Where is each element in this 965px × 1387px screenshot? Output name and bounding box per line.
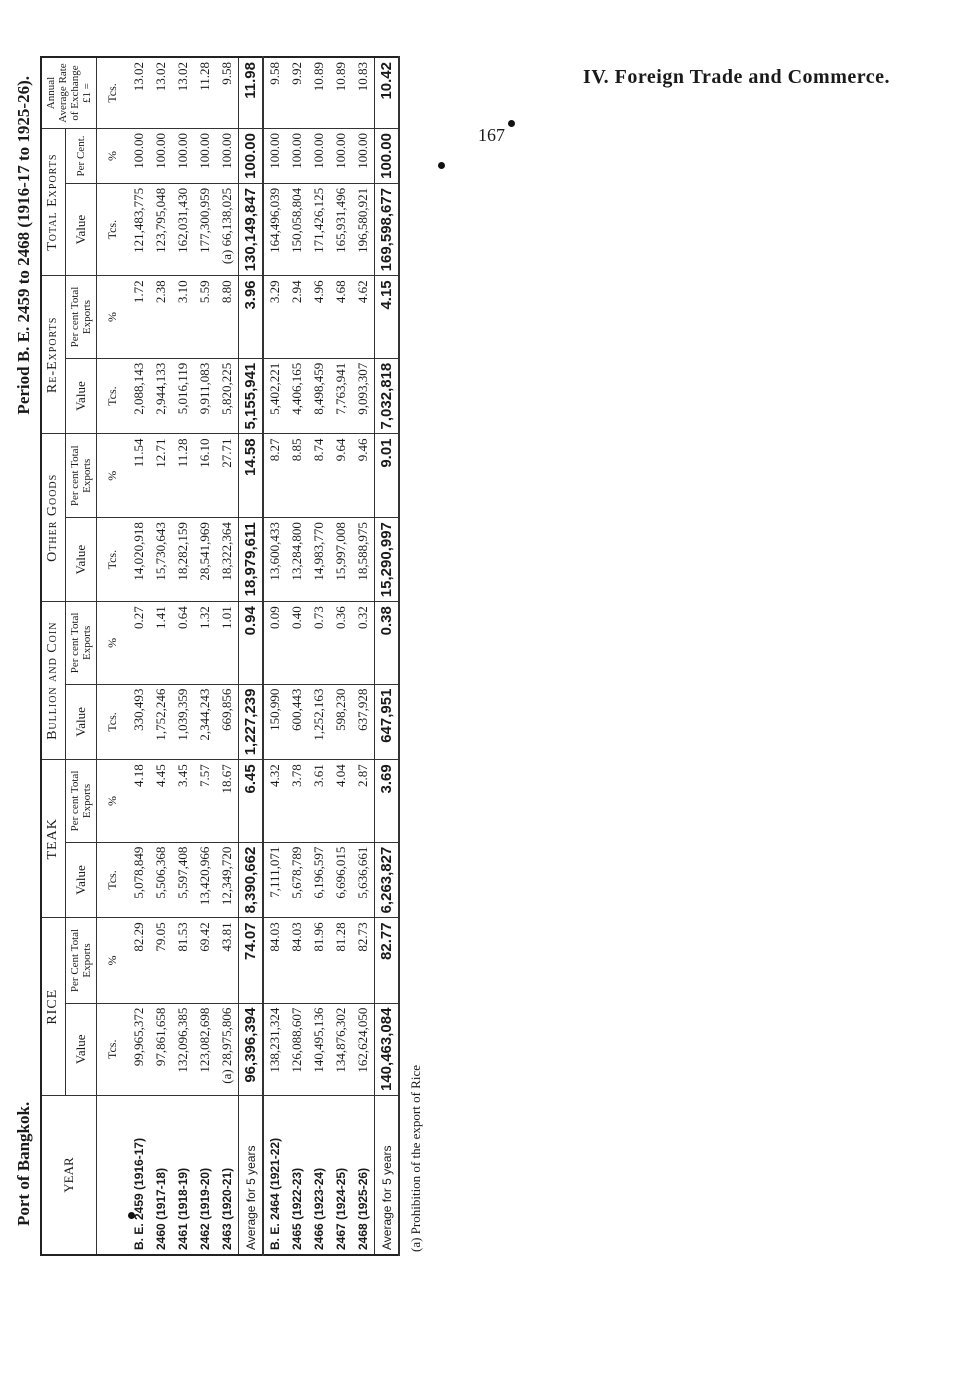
value-cell: 8.85	[287, 434, 309, 518]
value-cell: 100.00	[239, 129, 264, 184]
value-cell: 10.89	[309, 57, 331, 129]
value-cell: 162,624,050	[353, 1003, 376, 1095]
value-cell: 8,498,459	[309, 359, 331, 435]
average-row	[375, 57, 400, 1255]
value-cell: 81.96	[309, 918, 331, 1003]
total-exports-header: Total Exports	[41, 129, 65, 276]
value-cell: 5,155,941	[239, 359, 264, 435]
unit-pct: %	[97, 129, 129, 184]
value-cell: 18,979,611	[239, 518, 264, 602]
year-cell: B. E. 2459 (1916-17)	[129, 1096, 151, 1256]
value-cell: 4.68	[331, 276, 353, 358]
value-cell: 6,263,827	[375, 842, 400, 918]
value-cell: 13.02	[173, 57, 195, 129]
value-cell: 330,493	[129, 684, 151, 760]
value-cell: 5,402,221	[264, 359, 287, 435]
value-cell: 1,252,163	[309, 684, 331, 760]
value-cell: 0.38	[375, 602, 400, 684]
value-cell: 8.74	[309, 434, 331, 518]
value-cell: 10.89	[331, 57, 353, 129]
value-cell: 2.94	[287, 276, 309, 358]
table-row	[353, 57, 376, 1255]
value-cell: 15,997,008	[331, 518, 353, 602]
page-number: 167	[478, 125, 505, 145]
value-cell: 13,420,966	[195, 842, 217, 918]
value-cell: 18.67	[217, 760, 240, 842]
value-cell: 3.45	[173, 760, 195, 842]
value-cell: 74.07	[239, 918, 264, 1003]
value-cell: 121,483,775	[129, 184, 151, 276]
value-cell: 100.00	[331, 129, 353, 184]
value-cell: 43.81	[217, 918, 240, 1003]
pct-subheader: Per Cent.	[65, 129, 97, 184]
value-cell: 5.59	[195, 276, 217, 358]
unit-tcs: Tcs.	[97, 684, 129, 760]
year-cell: 2467 (1924-25)	[331, 1096, 353, 1256]
value-cell: 5,820,225	[217, 359, 240, 435]
value-cell: 4.15	[375, 276, 400, 358]
value-cell: (a) 28,975,806	[217, 1003, 240, 1095]
value-cell: 3.96	[239, 276, 264, 358]
table-row	[309, 57, 331, 1255]
table-row	[173, 57, 195, 1255]
value-cell: 123,082,698	[195, 1003, 217, 1095]
pct-subheader: Per cent Total Exports	[65, 760, 97, 842]
pct-subheader: Per Cent Total Exports	[65, 918, 97, 1003]
value-cell: 196,580,921	[353, 184, 376, 276]
value-cell: 11.54	[129, 434, 151, 518]
value-cell: 1.01	[217, 602, 240, 684]
unit-pct: %	[97, 434, 129, 518]
value-cell: 0.32	[353, 602, 376, 684]
value-cell: 82.73	[353, 918, 376, 1003]
value-cell: 2.38	[151, 276, 173, 358]
value-cell: 9.92	[287, 57, 309, 129]
value-cell: 126,088,607	[287, 1003, 309, 1095]
value-cell: 1.72	[129, 276, 151, 358]
value-cell: 4.45	[151, 760, 173, 842]
value-cell: 11.28	[173, 434, 195, 518]
value-cell: 28,541,969	[195, 518, 217, 602]
value-cell: 0.94	[239, 602, 264, 684]
value-cell: 2,344,243	[195, 684, 217, 760]
value-cell: 647,951	[375, 684, 400, 760]
value-cell: 9,911,083	[195, 359, 217, 435]
value-cell: 9.01	[375, 434, 400, 518]
value-cell: 100.00	[353, 129, 376, 184]
value-cell: 81.53	[173, 918, 195, 1003]
value-cell: 84.03	[287, 918, 309, 1003]
value-cell: 79.05	[151, 918, 173, 1003]
year-cell: B. E. 2464 (1921-22)	[264, 1096, 287, 1256]
value-cell: 84.03	[264, 918, 287, 1003]
exports-table	[40, 56, 400, 1256]
value-cell: 150,990	[264, 684, 287, 760]
value-cell: 0.73	[309, 602, 331, 684]
value-cell: 3.78	[287, 760, 309, 842]
value-cell: 14,983,770	[309, 518, 331, 602]
value-cell: 3.69	[375, 760, 400, 842]
table-row	[129, 57, 151, 1255]
table-body	[97, 57, 400, 1255]
value-cell: 100.00	[217, 129, 240, 184]
value-cell: 6,196,597	[309, 842, 331, 918]
port-label: Port of Bangkok.	[14, 1102, 34, 1227]
value-cell: 3.10	[173, 276, 195, 358]
unit-pct: %	[97, 760, 129, 842]
value-cell: 1,752,246	[151, 684, 173, 760]
value-cell: 5,016,119	[173, 359, 195, 435]
value-cell: 134,876,302	[331, 1003, 353, 1095]
value-cell: 100.00	[309, 129, 331, 184]
value-cell: 15,730,643	[151, 518, 173, 602]
value-cell: 132,096,385	[173, 1003, 195, 1095]
value-cell: 10.83	[353, 57, 376, 129]
pct-subheader: Per cent Total Exports	[65, 276, 97, 358]
value-cell: 140,463,084	[375, 1003, 400, 1095]
value-cell: 130,149,847	[239, 184, 264, 276]
value-cell: 9.64	[331, 434, 353, 518]
value-subheader: Value	[65, 684, 97, 760]
value-cell: 11.28	[195, 57, 217, 129]
value-cell: 1.32	[195, 602, 217, 684]
value-cell: 0.40	[287, 602, 309, 684]
value-cell: 0.27	[129, 602, 151, 684]
value-cell: 100.00	[264, 129, 287, 184]
value-subheader: Value	[65, 518, 97, 602]
value-cell: 8,390,662	[239, 842, 264, 918]
value-cell: 177,300,959	[195, 184, 217, 276]
value-cell: 97,861,658	[151, 1003, 173, 1095]
pct-subheader: Per cent Total Exports	[65, 434, 97, 518]
value-cell: 3.29	[264, 276, 287, 358]
value-cell: 2,088,143	[129, 359, 151, 435]
period-label: Period B. E. 2459 to 2468 (1916-17 to 1925-26).	[14, 76, 34, 415]
value-cell: 5,506,368	[151, 842, 173, 918]
value-cell: 171,426,125	[309, 184, 331, 276]
value-cell: 96,396,394	[239, 1003, 264, 1095]
unit-tcs: Tcs.	[97, 518, 129, 602]
unit-row	[97, 57, 129, 1255]
value-cell: 13.02	[129, 57, 151, 129]
year-cell: 2461 (1918-19)	[173, 1096, 195, 1256]
value-cell: 600,443	[287, 684, 309, 760]
table-row	[195, 57, 217, 1255]
value-cell: 4.18	[129, 760, 151, 842]
value-cell: 82.77	[375, 918, 400, 1003]
value-cell: (a) 66,138,025	[217, 184, 240, 276]
pct-subheader: Per cent Total Exports	[65, 602, 97, 684]
year-cell: 2463 (1920-21)	[217, 1096, 240, 1256]
value-cell: 2,944,133	[151, 359, 173, 435]
year-cell: 2465 (1922-23)	[287, 1096, 309, 1256]
value-cell: 5,636,661	[353, 842, 376, 918]
value-cell: 2.87	[353, 760, 376, 842]
value-cell: 169,598,677	[375, 184, 400, 276]
value-cell: 6,696,015	[331, 842, 353, 918]
value-cell: 18,282,159	[173, 518, 195, 602]
value-cell: 4.62	[353, 276, 376, 358]
value-cell: 7,111,071	[264, 842, 287, 918]
average-row	[239, 57, 264, 1255]
value-cell: 14,020,918	[129, 518, 151, 602]
value-cell: 8.27	[264, 434, 287, 518]
rice-header: RICE	[41, 918, 65, 1096]
value-cell: 6.45	[239, 760, 264, 842]
year-cell: 2468 (1925-26)	[353, 1096, 376, 1256]
bullion-header: Bullion and Coin	[41, 602, 65, 760]
value-cell: 100.00	[129, 129, 151, 184]
other-goods-header: Other Goods	[41, 434, 65, 602]
value-cell: 100.00	[173, 129, 195, 184]
value-cell: 27.71	[217, 434, 240, 518]
value-cell: 15,290,997	[375, 518, 400, 602]
value-cell: 9,093,307	[353, 359, 376, 435]
unit-tcs: Tcs.	[97, 57, 129, 129]
footnote: (a) Prohibition of the export of Rice	[408, 1065, 424, 1253]
value-cell: 4,406,165	[287, 359, 309, 435]
value-cell: 18,588,975	[353, 518, 376, 602]
value-cell: 1,227,239	[239, 684, 264, 760]
value-cell: 4.04	[331, 760, 353, 842]
exchange-rate-header: Annual Average Rate of Exchange £1 =	[41, 57, 97, 129]
rotated-table-page	[14, 56, 644, 1256]
value-cell: 7.57	[195, 760, 217, 842]
value-cell: 9.58	[264, 57, 287, 129]
table-row	[287, 57, 309, 1255]
running-head: IV. Foreign Trade and Commerce.	[583, 66, 890, 88]
value-cell: 4.32	[264, 760, 287, 842]
table-row	[331, 57, 353, 1255]
value-cell: 82.29	[129, 918, 151, 1003]
value-cell: 13.02	[151, 57, 173, 129]
year-cell: 2466 (1923-24)	[309, 1096, 331, 1256]
unit-tcs: Tcs.	[97, 1003, 129, 1095]
value-cell: 81.28	[331, 918, 353, 1003]
value-subheader: Value	[65, 842, 97, 918]
unit-tcs: Tcs.	[97, 842, 129, 918]
value-cell: 140,495,136	[309, 1003, 331, 1095]
value-cell: 150,058,804	[287, 184, 309, 276]
value-subheader: Value	[65, 184, 97, 276]
value-cell: 4.96	[309, 276, 331, 358]
value-cell: 598,230	[331, 684, 353, 760]
value-cell: 123,795,048	[151, 184, 173, 276]
value-cell: 100.00	[195, 129, 217, 184]
value-cell: 1.41	[151, 602, 173, 684]
value-cell: 1,039,359	[173, 684, 195, 760]
value-cell: 8.80	[217, 276, 240, 358]
value-cell: 18,322,364	[217, 518, 240, 602]
value-cell: 0.09	[264, 602, 287, 684]
value-cell: 13,600,433	[264, 518, 287, 602]
value-cell: 669,856	[217, 684, 240, 760]
value-cell: 5,678,789	[287, 842, 309, 918]
value-cell: 12,349,720	[217, 842, 240, 918]
year-cell: Average for 5 years	[239, 1096, 264, 1256]
value-cell: 69.42	[195, 918, 217, 1003]
value-cell: 138,231,324	[264, 1003, 287, 1095]
year-cell: 2462 (1919-20)	[195, 1096, 217, 1256]
value-cell: 637,928	[353, 684, 376, 760]
value-cell: 10.42	[375, 57, 400, 129]
value-cell: 9.58	[217, 57, 240, 129]
value-cell: 99,965,372	[129, 1003, 151, 1095]
value-cell: 0.64	[173, 602, 195, 684]
table-row	[217, 57, 240, 1255]
unit-tcs: Tcs.	[97, 184, 129, 276]
value-subheader: Value	[65, 359, 97, 435]
value-cell: 100.00	[151, 129, 173, 184]
value-cell: 100.00	[375, 129, 400, 184]
value-cell: 16.10	[195, 434, 217, 518]
value-cell: 165,931,496	[331, 184, 353, 276]
year-cell: Average for 5 years	[375, 1096, 400, 1256]
year-cell: 2460 (1917-18)	[151, 1096, 173, 1256]
value-cell: 5,078,849	[129, 842, 151, 918]
teak-header: TEAK	[41, 760, 65, 918]
unit-pct: %	[97, 276, 129, 358]
value-cell: 5,597,408	[173, 842, 195, 918]
value-cell: 12.71	[151, 434, 173, 518]
value-cell: 100.00	[287, 129, 309, 184]
unit-tcs: Tcs.	[97, 359, 129, 435]
value-cell: 7,763,941	[331, 359, 353, 435]
value-cell: 9.46	[353, 434, 376, 518]
value-cell: 7,032,818	[375, 359, 400, 435]
table-row	[151, 57, 173, 1255]
value-cell: 13,284,800	[287, 518, 309, 602]
value-cell: 3.61	[309, 760, 331, 842]
reexports-header: Re-Exports	[41, 276, 65, 434]
value-cell: 164,496,039	[264, 184, 287, 276]
unit-pct: %	[97, 602, 129, 684]
value-cell: 0.36	[331, 602, 353, 684]
value-cell: 11.98	[239, 57, 264, 129]
value-cell: 162,031,430	[173, 184, 195, 276]
unit-pct: %	[97, 918, 129, 1003]
table-row	[264, 57, 287, 1255]
value-cell: 14.58	[239, 434, 264, 518]
year-header: YEAR	[41, 1096, 97, 1256]
value-subheader: Value	[65, 1003, 97, 1095]
